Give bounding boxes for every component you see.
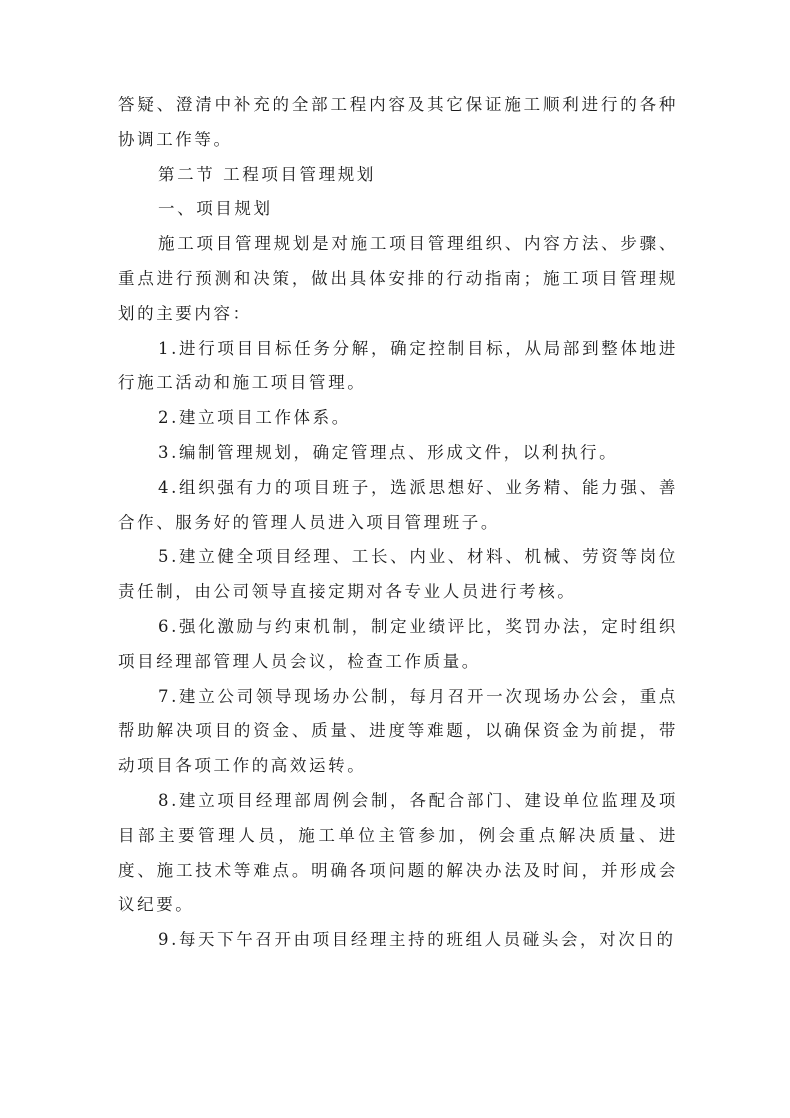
list-item-2: 2.建立项目工作体系。 <box>158 408 351 428</box>
list-item-9: 9.每天下午召开由项目经理主持的班组人员碰头会，对次日的 <box>158 930 676 950</box>
section-heading: 第二节 工程项目管理规划 <box>158 164 376 184</box>
list-item-3: 3.编制管理规划，确定管理点、形成文件，以利执行。 <box>158 442 619 462</box>
list-item-6: 6.强化激励与约束机制，制定业绩评比，奖罚办法，定时组织项目经理部管理人员会议，检查工作质量。 <box>118 616 678 671</box>
list-item-7: 7.建立公司领导现场办公制，每月召开一次现场办公会，重点帮助解决项目的资金、质量、进度等难题，以确保资金为前提，带动项目各项工作的高效运转。 <box>118 686 678 776</box>
document-body <box>118 88 678 958</box>
subsection-heading: 一、项目规划 <box>158 199 273 219</box>
paragraph-continuation: 答疑、澄清中补充的全部工程内容及其它保证施工顺利进行的各种协调工作等。 <box>118 95 678 149</box>
list-item-5: 5.建立健全项目经理、工长、内业、材料、机械、劳资等岗位责任制，由公司领导直接定期对各专业人员进行考核。 <box>118 547 678 602</box>
paragraph-intro: 施工项目管理规划是对施工项目管理组织、内容方法、步骤、重点进行预测和决策，做出具体安排的行动指南；施工项目管理规划的主要内容： <box>118 234 678 323</box>
list-item-4: 4.组织强有力的项目班子，选派思想好、业务精、能力强、善合作、服务好的管理人员进入项目管理班子。 <box>118 477 678 532</box>
list-item-1: 1.进行项目目标任务分解，确定控制目标，从局部到整体地进行施工活动和施工项目管理。 <box>118 338 678 393</box>
list-item-8: 8.建立项目经理部周例会制，各配合部门、建设单位监理及项目部主要管理人员，施工单位主管参加，例会重点解决质量、进度、施工技术等难点。明确各项问题的解决办法及时间，并形成会议纪要。 <box>118 790 678 915</box>
